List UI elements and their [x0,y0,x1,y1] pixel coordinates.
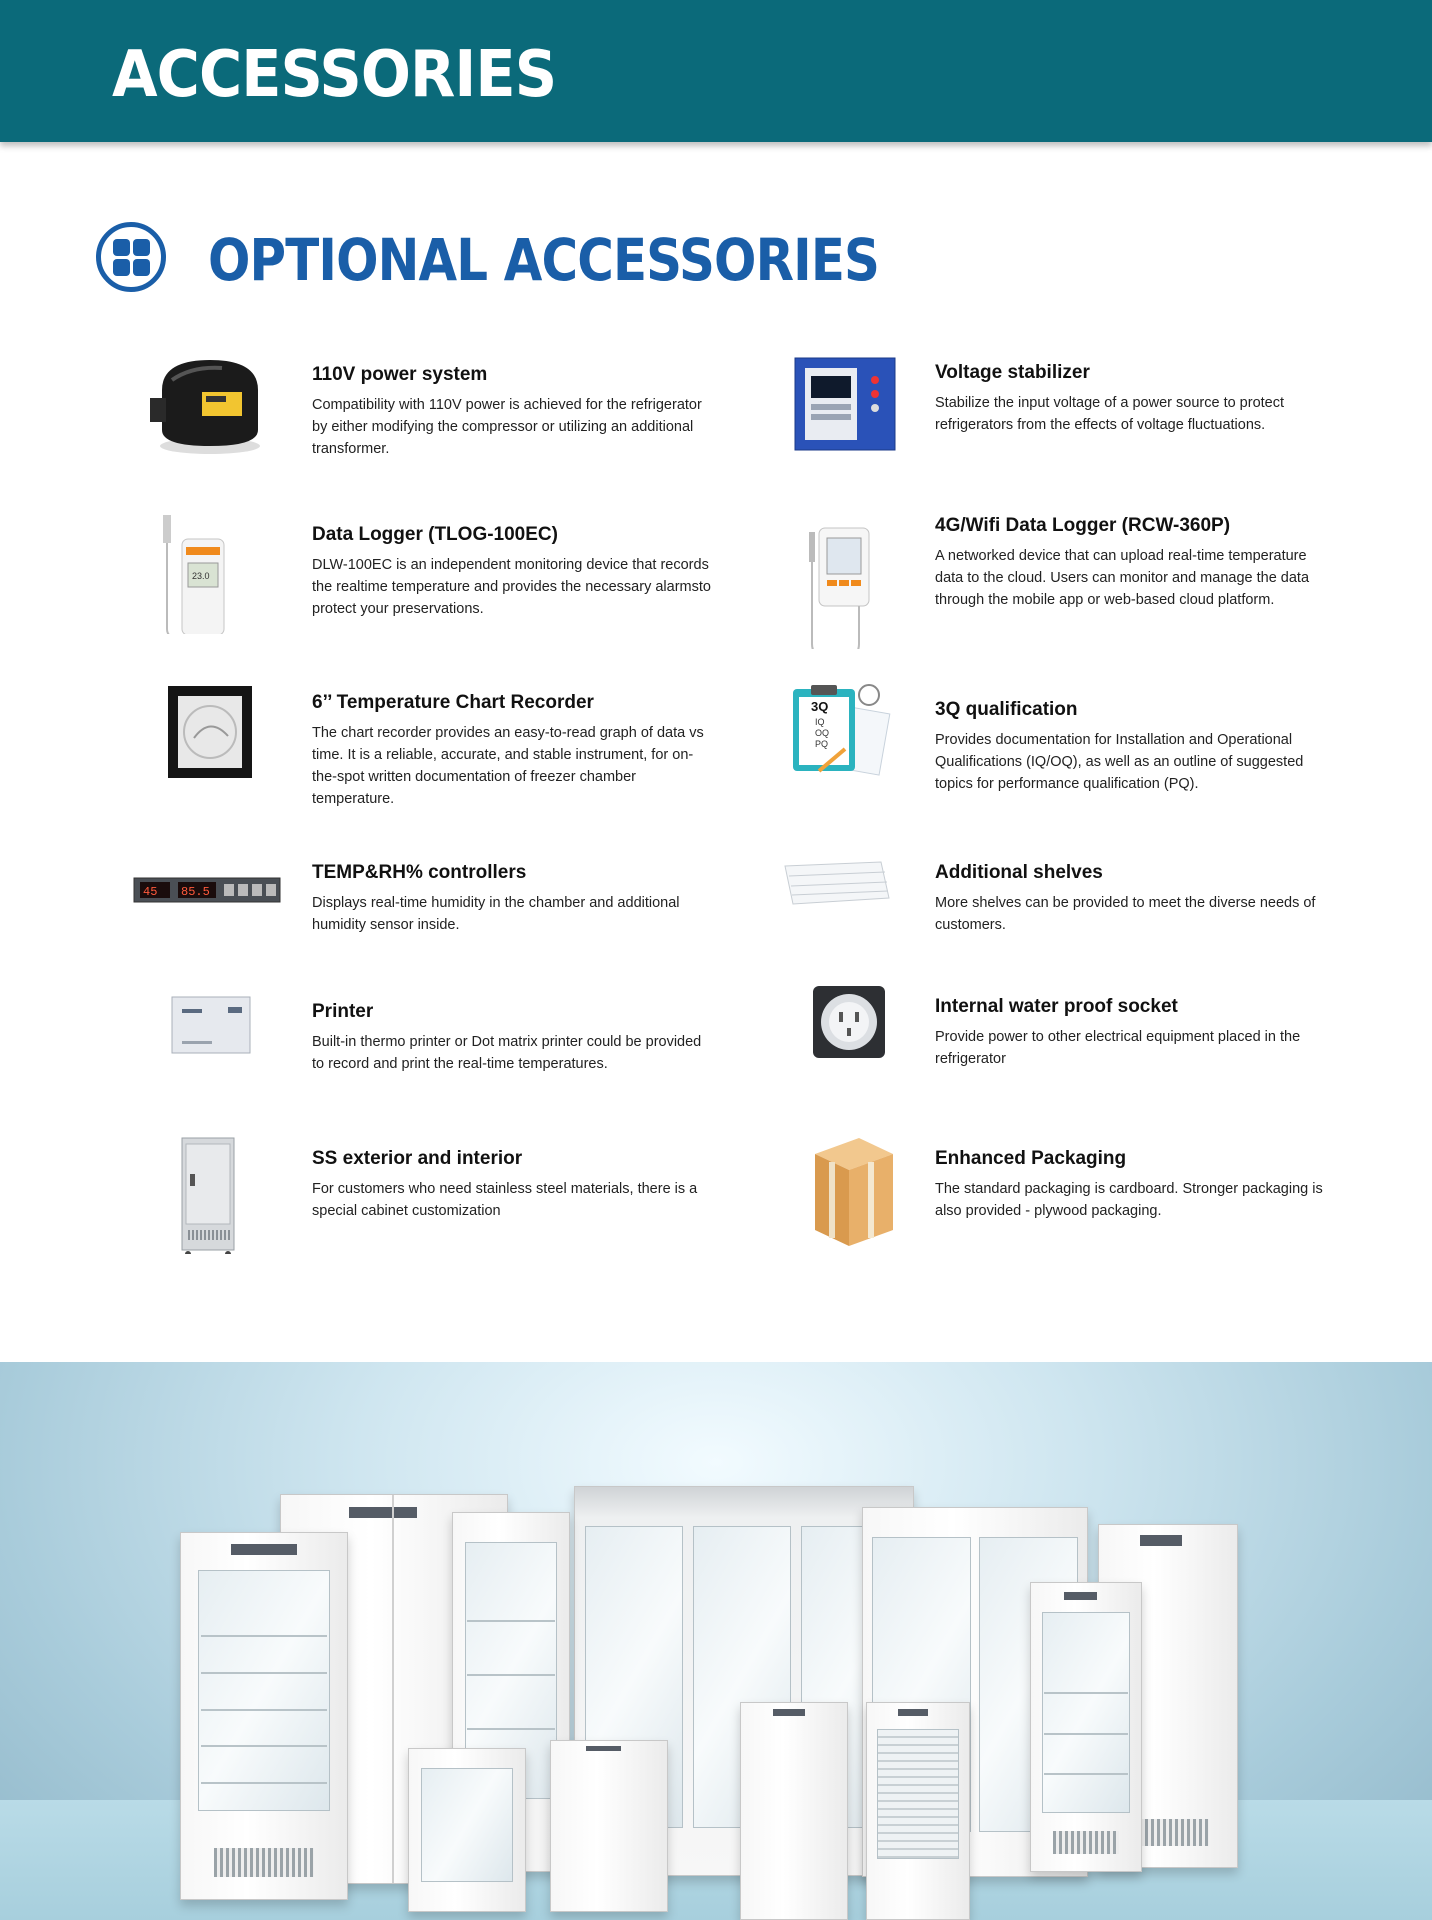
item-title: Enhanced Packaging [935,1148,1127,1169]
item-text: DLW-100EC is an independent monitoring device that records the realtime temperature and provides the necessary alarmsto protect your preservations. [312,557,711,617]
item-title: SS exterior and interior [312,1148,523,1169]
clipboard-icon [749,679,899,789]
fridge [408,1748,526,1912]
fridge [866,1702,970,1920]
item-text: For customers who need stainless steel materials, there is a special cabinet customization [312,1181,698,1219]
item-text: Built-in thermo printer or Dot matrix printer could be provided to record and print the real-time temperatures. [312,1034,702,1072]
svg-text:PQ: PQ [815,739,829,749]
item-title: TEMP&RH% controllers [312,862,527,883]
data-logger-icon [132,494,282,634]
item-text: Provides documentation for Installation and Operational Qualifications (IQ/OQ), as well as an outline of suggested topics for performance qualification (PQ). [935,732,1304,792]
accessory-3q-qualification [811,699,1432,795]
item-text: The chart recorder provides an easy-to-read graph of data vs time. It is a reliable, accurate, and stable instrument, for on-the-spot written documentation of freezer chamber temperature. [312,725,704,807]
item-text: Compatibility with 110V power is achieved for the refrigerator by either modifying the compressor or utilizing an additional transformer. [312,397,702,457]
accessory-enhanced-packaging [935,1148,1432,1222]
socket-icon [749,982,899,1092]
printer-icon [132,987,282,1097]
section-header [96,220,896,300]
item-title: Internal water proof socket [935,996,1178,1017]
item-title: Printer [312,1001,374,1022]
svg-text:OQ: OQ [815,728,830,738]
svg-text:45: 45 [143,885,158,899]
page-title: ACCESSORIES [112,38,557,112]
section-title: OPTIONAL ACCESSORIES [208,226,880,294]
svg-text:IQ: IQ [815,717,825,727]
cardboard-box-icon [749,1118,899,1248]
top-banner [0,0,1432,142]
item-text: A networked device that can upload real-time temperature data to the cloud. Users can monitor and manage the data through the mobile app or web-based cloud platform. [935,548,1310,608]
item-text: More shelves can be provided to meet the diverse needs of customers. [935,895,1316,933]
fridge [550,1740,668,1912]
wire-shelf-icon [749,840,899,950]
svg-text:85.5: 85.5 [181,885,210,899]
item-title: Additional shelves [935,862,1103,883]
product-lineup-photo [0,1362,1432,1920]
compressor-icon [132,350,282,460]
grid-apps-icon [96,222,166,292]
item-title: Data Logger (TLOG-100EC) [312,524,558,545]
wifi-logger-icon [749,509,899,649]
item-text: Displays real-time humidity in the chamber and additional humidity sensor inside. [312,895,680,933]
accessory-voltage-stabilizer [935,362,1432,436]
accessory-waterproof-socket [935,996,1432,1070]
accessory-wifi-logger [935,515,1432,611]
steel-cabinet-icon [132,1124,282,1254]
svg-text:3Q: 3Q [811,699,829,714]
chart-recorder-icon [132,678,282,788]
item-title: 110V power system [312,364,488,385]
svg-text:23.0: 23.0 [192,571,210,581]
accessory-additional-shelves [935,862,1432,936]
item-title: 6’’ Temperature Chart Recorder [312,692,594,713]
voltage-stabilizer-icon [749,348,899,458]
fridge [740,1702,848,1920]
item-title: 3Q qualification [935,699,1078,720]
controller-display-icon [132,854,282,964]
fridge [180,1532,348,1900]
item-text: Provide power to other electrical equipment placed in the refrigerator [935,1029,1301,1067]
fridge [1030,1582,1142,1872]
item-text: The standard packaging is cardboard. Stronger packaging is also provided - plywood packaging. [935,1181,1323,1219]
item-text: Stabilize the input voltage of a power source to protect refrigerators from the effects of voltage fluctuations. [935,395,1285,433]
item-title: Voltage stabilizer [935,362,1090,383]
item-title: 4G/Wifi Data Logger (RCW-360P) [935,515,1231,536]
